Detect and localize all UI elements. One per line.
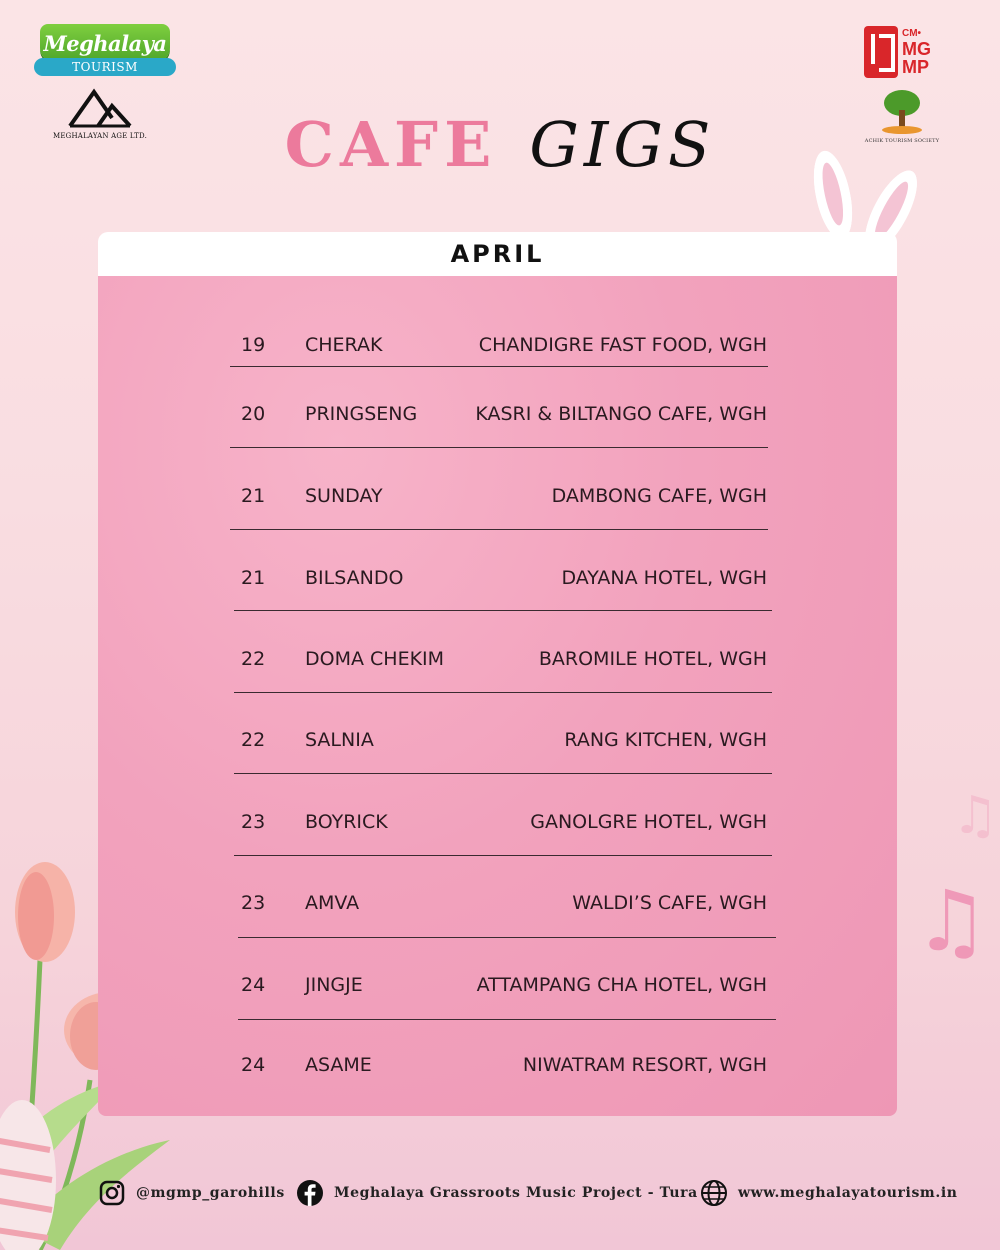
- gig-date: 23: [241, 811, 266, 833]
- gig-row: [98, 559, 897, 599]
- instagram-handle: @mgmp_garohills: [136, 1185, 285, 1201]
- gig-artist: BOYRICK: [305, 811, 388, 833]
- website-link[interactable]: [700, 1176, 958, 1210]
- gig-row: [98, 803, 897, 843]
- facebook-icon: [296, 1179, 324, 1207]
- row-divider: [234, 692, 772, 693]
- gig-venue: WALDI’S CAFE, WGH: [572, 892, 767, 914]
- meghalaya-tourism-logo: [34, 22, 176, 76]
- gig-date: 20: [241, 403, 266, 425]
- instagram-icon: [98, 1179, 126, 1207]
- facebook-link[interactable]: [296, 1176, 698, 1210]
- gig-venue: NIWATRAM RESORT, WGH: [522, 1054, 767, 1076]
- gig-venue: DAMBONG CAFE, WGH: [551, 485, 767, 507]
- cm-mgmp-logo-mark: [864, 26, 898, 78]
- row-divider: [234, 773, 772, 774]
- gig-artist: SALNIA: [305, 729, 374, 751]
- row-divider: [234, 610, 772, 611]
- gig-venue: BAROMILE HOTEL, WGH: [538, 648, 767, 670]
- gig-row: [98, 966, 897, 1006]
- gig-artist: SUNDAY: [305, 485, 383, 507]
- gig-row: [98, 1046, 897, 1086]
- gig-row: [98, 326, 897, 366]
- cm-mgmp-logo-mp: MP: [902, 57, 929, 77]
- gig-date: 23: [241, 892, 266, 914]
- gig-artist: PRINGSENG: [305, 403, 418, 425]
- gig-artist: BILSANDO: [305, 567, 404, 589]
- bunny-ears-decoration: [808, 146, 928, 242]
- music-note-icon: ♫: [952, 786, 999, 846]
- gig-date: 24: [241, 974, 266, 996]
- globe-icon: [700, 1179, 728, 1207]
- gig-date: 24: [241, 1054, 266, 1076]
- gig-artist: JINGJE: [305, 974, 363, 996]
- gig-row: [98, 477, 897, 517]
- gig-schedule-card: [98, 276, 897, 1116]
- gig-venue: GANOLGRE HOTEL, WGH: [530, 811, 767, 833]
- gig-venue: RANG KITCHEN, WGH: [564, 729, 767, 751]
- gig-artist: ASAME: [305, 1054, 372, 1076]
- meghalayan-age-logo-text: MEGHALAYAN AGE LTD.: [52, 132, 148, 140]
- facebook-page-name: Meghalaya Grassroots Music Project - Tura: [334, 1185, 698, 1201]
- cm-mgmp-logo-mg: MG: [902, 39, 931, 59]
- gig-artist: AMVA: [305, 892, 360, 914]
- gig-date: 21: [241, 485, 266, 507]
- cm-mgmp-logo-text: [902, 24, 931, 76]
- row-divider: [238, 937, 776, 938]
- instagram-link[interactable]: [98, 1176, 285, 1210]
- cm-mgmp-logo: [864, 24, 940, 82]
- gig-artist: DOMA CHEKIM: [305, 648, 445, 670]
- gig-venue: DAYANA HOTEL, WGH: [561, 567, 767, 589]
- row-divider: [238, 1019, 776, 1020]
- row-divider: [234, 855, 772, 856]
- meghalaya-tourism-logo-ribbon: TOURISM: [34, 58, 176, 76]
- gig-artist: CHERAK: [305, 334, 383, 356]
- footer: [0, 1176, 1000, 1212]
- gig-venue: CHANDIGRE FAST FOOD, WGH: [478, 334, 767, 356]
- cm-mgmp-logo-cm: CM•: [902, 28, 922, 39]
- achik-tourism-logo-text: ACHIK TOURISM SOCIETY: [864, 138, 940, 144]
- gig-venue: KASRI & BILTANGO CAFE, WGH: [475, 403, 767, 425]
- meghalaya-tourism-logo-word: Meghalaya: [40, 24, 170, 62]
- row-divider: [230, 366, 768, 367]
- gig-row: [98, 721, 897, 761]
- gig-date: 22: [241, 729, 266, 751]
- month-header: APRIL: [98, 232, 897, 276]
- music-note-icon: ♫: [914, 872, 990, 970]
- gig-date: 22: [241, 648, 266, 670]
- gig-venue: ATTAMPANG CHA HOTEL, WGH: [476, 974, 767, 996]
- gig-date: 19: [241, 334, 266, 356]
- row-divider: [230, 447, 768, 448]
- gig-row: [98, 395, 897, 435]
- website-url: www.meghalayatourism.in: [738, 1185, 958, 1201]
- bunny-ear-left: [807, 147, 859, 242]
- gig-row: [98, 884, 897, 924]
- gig-date: 21: [241, 567, 266, 589]
- title-word-cafe: CAFE: [284, 108, 498, 181]
- gig-row: [98, 640, 897, 680]
- row-divider: [230, 529, 768, 530]
- title-word-gigs: GIGS: [529, 108, 716, 181]
